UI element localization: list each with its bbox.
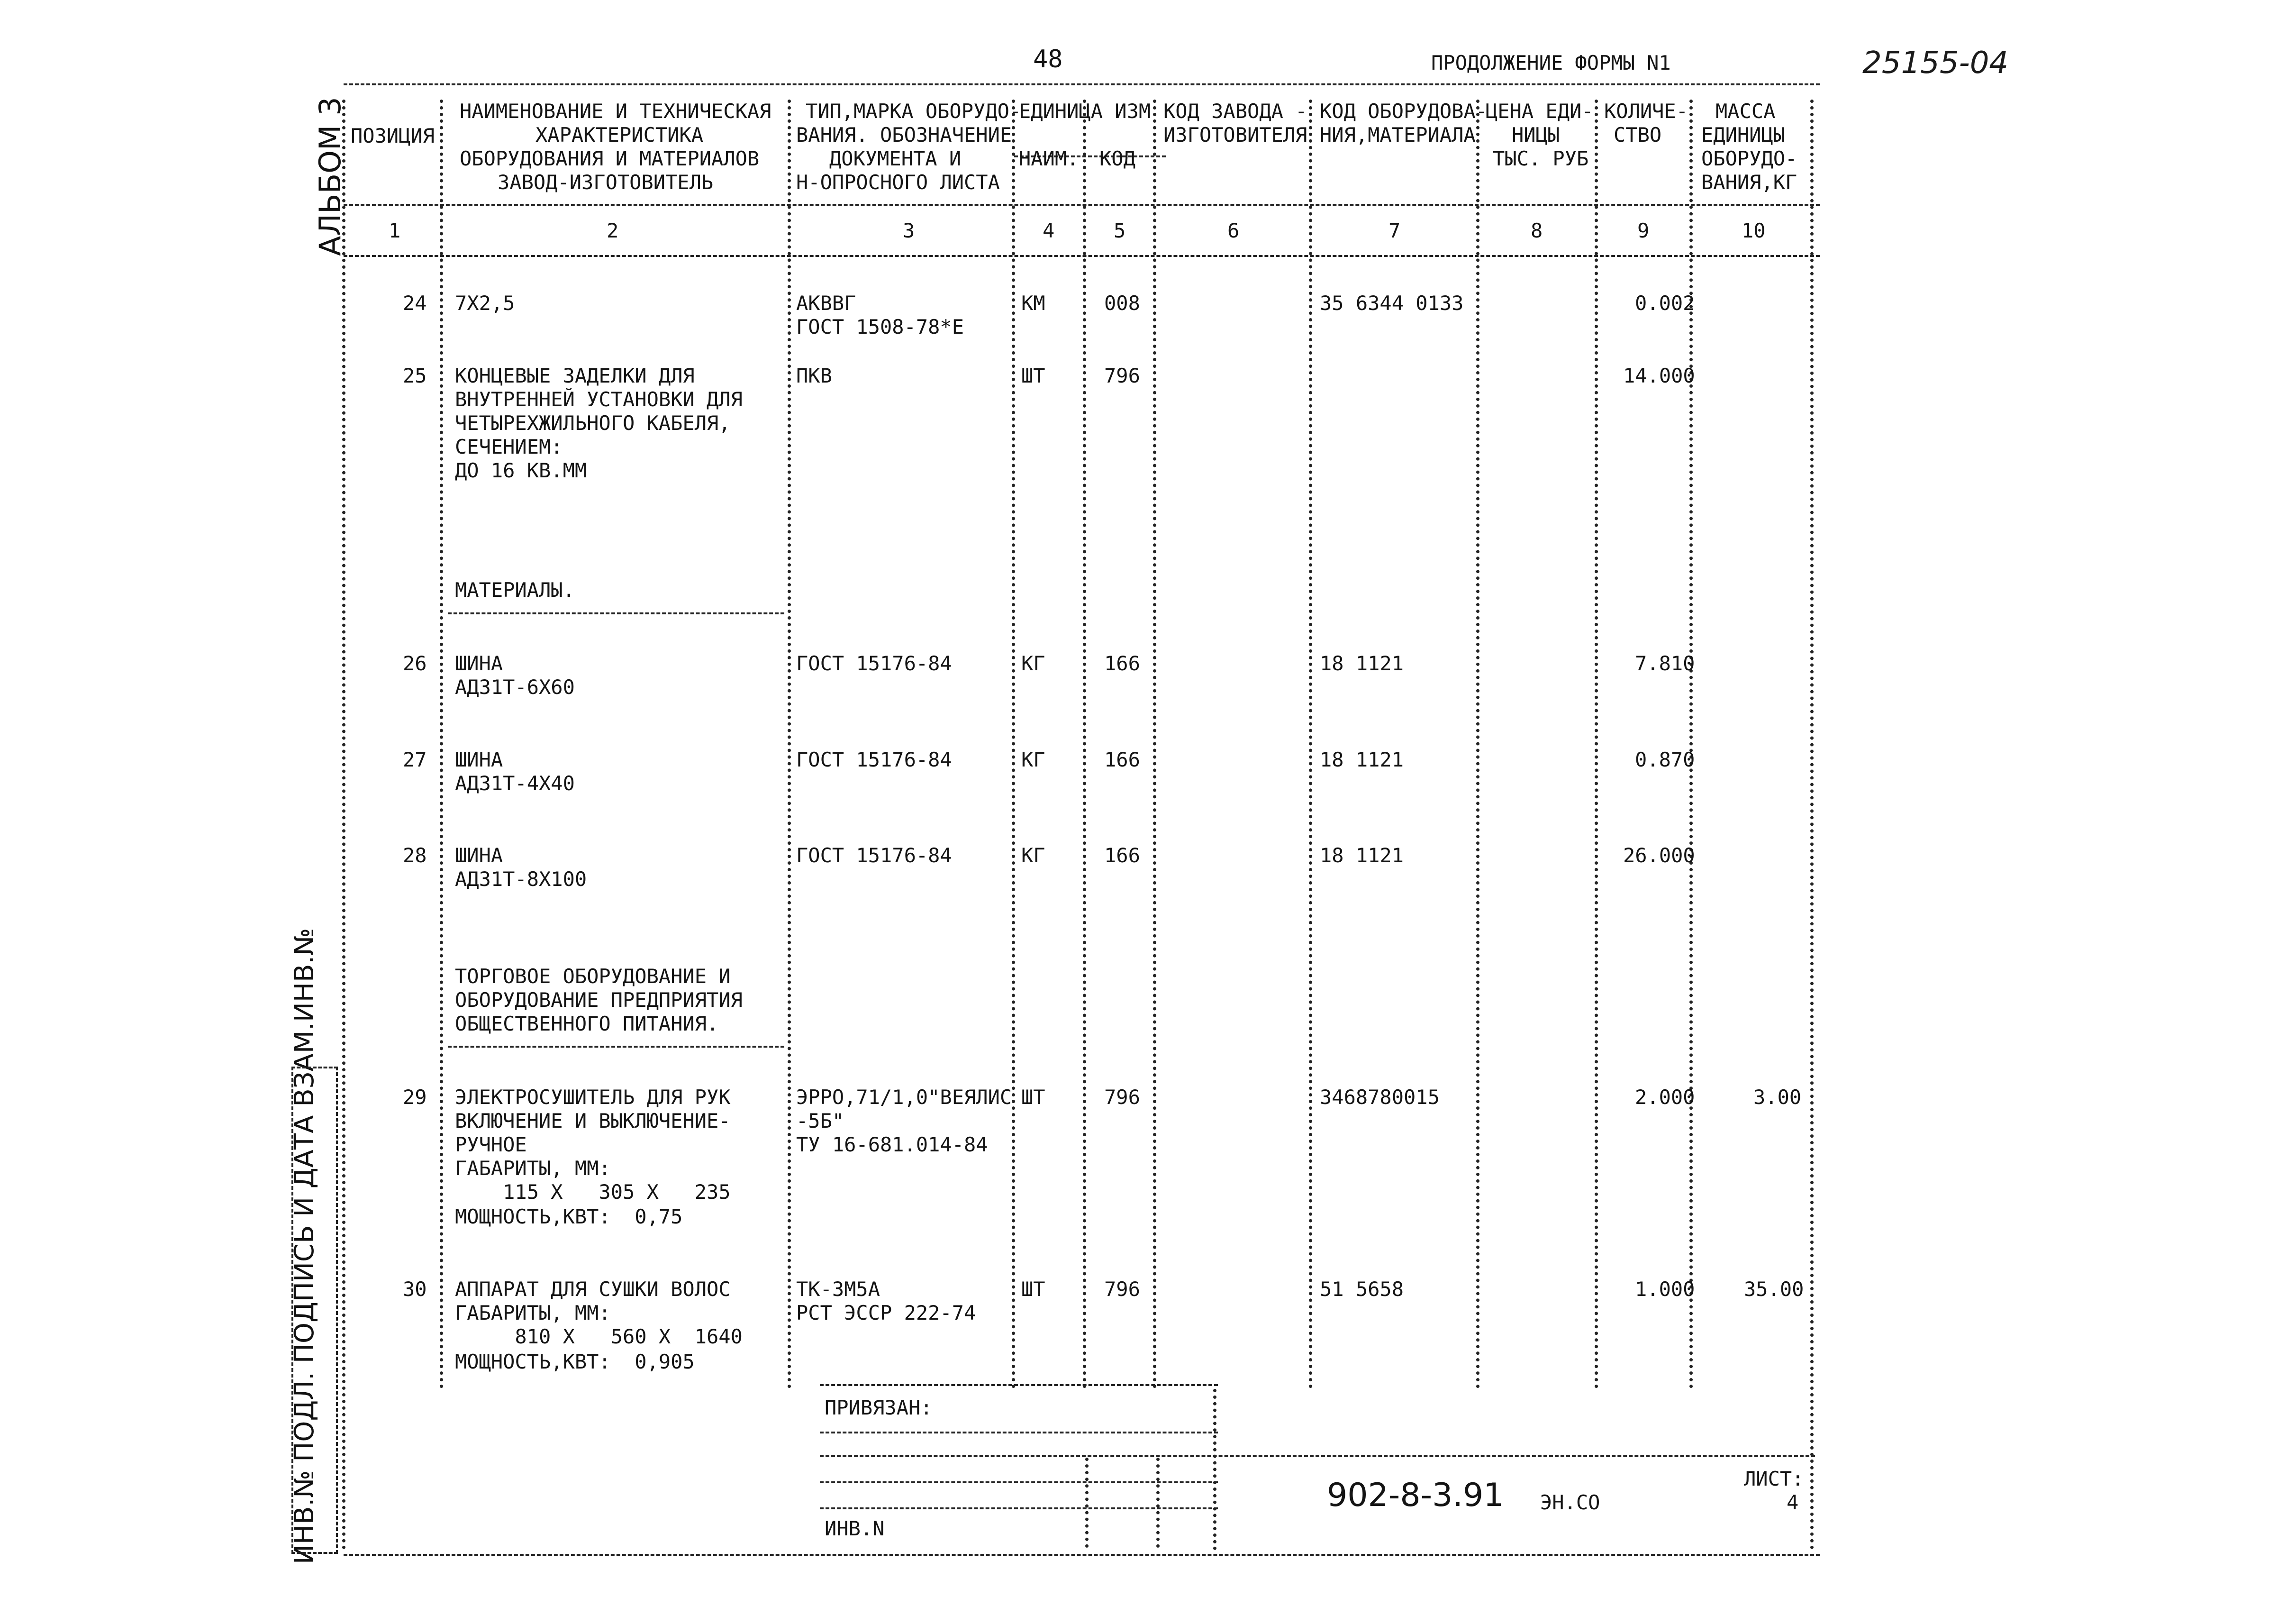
section-underline — [448, 1046, 784, 1048]
row-mass: 3.00 — [1753, 1086, 1802, 1109]
stamp-privyazan: ПРИВЯЗАН: — [825, 1396, 933, 1419]
row-type-line: ГОСТ 15176-84 — [796, 844, 952, 867]
column-number: 7 — [1388, 219, 1401, 242]
row-quantity: 7.810 — [1635, 652, 1695, 675]
stamp-line — [820, 1432, 1218, 1433]
row-position: 30 — [403, 1278, 427, 1301]
header-col3-line: ДОКУМЕНТА И — [829, 147, 962, 170]
header-col7-line: НИЯ,МАТЕРИАЛА — [1320, 123, 1476, 146]
row-unit: КМ — [1021, 292, 1045, 315]
row-name-line: СЕЧЕНИЕМ: — [455, 435, 563, 458]
row-name-line: РУЧНОЕ — [455, 1133, 527, 1156]
section-heading-line: ОБОРУДОВАНИЕ ПРЕДПРИЯТИЯ — [455, 988, 743, 1012]
header-col3-line: ВАНИЯ. ОБОЗНАЧЕНИЕ — [796, 123, 1012, 146]
col-sep-1 — [440, 100, 443, 1389]
row-code: 796 — [1104, 1278, 1140, 1301]
table-bottom-border — [344, 1554, 1820, 1556]
row-name-line: ДО 16 КВ.ММ — [455, 459, 587, 482]
row-name-line: ЭЛЕКТРОСУШИТЕЛЬ ДЛЯ РУК — [455, 1086, 731, 1109]
row-name-line: МОЩНОСТЬ,КВТ: 0,75 — [455, 1205, 683, 1228]
row-code: 796 — [1104, 364, 1140, 387]
row-quantity: 0.870 — [1635, 748, 1695, 771]
row-position: 29 — [403, 1086, 427, 1109]
header-col8-line: ЦЕНА ЕДИ- — [1486, 100, 1594, 123]
row-code: 166 — [1104, 748, 1140, 771]
row-name-line: ГАБАРИТЫ, ММ: — [455, 1301, 611, 1324]
handwritten-code: 25155-04 — [1862, 46, 2009, 81]
page-number: 48 — [1033, 45, 1063, 73]
column-number: 4 — [1043, 219, 1055, 242]
header-col9-line: СТВО — [1614, 123, 1662, 146]
row-unit: ШТ — [1021, 364, 1045, 387]
header-col8-line: НИЦЫ — [1512, 123, 1560, 146]
row-name-line: АД31Т-6Х60 — [455, 675, 575, 699]
stamp-inv-label: ИНВ.N — [825, 1517, 885, 1540]
row-name-line: АППАРАТ ДЛЯ СУШКИ ВОЛОС — [455, 1278, 731, 1301]
row-type-line: ТУ 16-681.014-84 — [796, 1133, 988, 1156]
row-name-line: ШИНА — [455, 844, 503, 867]
continuation-title: ПРОДОЛЖЕНИЕ ФОРМЫ N1 — [1431, 51, 1671, 74]
row-equipment-code: 3468780015 — [1320, 1086, 1440, 1109]
col-sep-8 — [1595, 100, 1598, 1389]
row-type-line: ЭРРО,71/1,0"ВЕЯЛИС — [796, 1086, 1012, 1109]
row-name-line: 115 Х 305 Х 235 — [455, 1180, 731, 1204]
row-code: 166 — [1104, 844, 1140, 867]
section-heading-line: ОБЩЕСТВЕННОГО ПИТАНИЯ. — [455, 1012, 719, 1035]
header-col3-line: ТИП,МАРКА ОБОРУДО- — [806, 100, 1022, 123]
stamp-line — [820, 1455, 1815, 1457]
row-unit: КГ — [1021, 652, 1045, 675]
row-type-line: ГОСТ 15176-84 — [796, 748, 952, 771]
row-quantity: 14.000 — [1623, 364, 1695, 387]
row-type-line: -5Б" — [796, 1109, 844, 1132]
row-position: 28 — [403, 844, 427, 867]
header-col10-line: МАССА — [1715, 100, 1776, 123]
row-type-line: ГОСТ 1508-78*Е — [796, 315, 964, 338]
column-number: 9 — [1637, 219, 1650, 242]
row-name-line: ВНУТРЕННЕЙ УСТАНОВКИ ДЛЯ — [455, 388, 743, 411]
row-unit: КГ — [1021, 844, 1045, 867]
section-underline — [448, 612, 784, 614]
header-col10-line: ЕДИНИЦЫ — [1701, 123, 1786, 146]
side-album-label: АЛЬБОМ 3 — [313, 97, 347, 256]
row-name-line: ШИНА — [455, 748, 503, 771]
sheet-label: ЛИСТ: — [1744, 1467, 1804, 1490]
row-type-line: ТК-3М5А — [796, 1278, 880, 1301]
row-name-line: 810 Х 560 Х 1640 — [455, 1325, 743, 1348]
column-number: 10 — [1742, 219, 1766, 242]
column-number: 1 — [389, 219, 401, 242]
row-mass: 35.00 — [1744, 1278, 1804, 1301]
row-type-line: ПКВ — [796, 364, 832, 387]
row-position: 24 — [403, 292, 427, 315]
row-quantity: 2.000 — [1635, 1086, 1695, 1109]
header-col7-line: КОД ОБОРУДОВА- — [1320, 100, 1488, 123]
row-name-line: МОЩНОСТЬ,КВТ: 0,905 — [455, 1350, 695, 1373]
section-heading: МАТЕРИАЛЫ. — [455, 578, 575, 602]
sheet-number: 4 — [1787, 1491, 1799, 1514]
row-type-line: АКВВГ — [796, 292, 856, 315]
stamp-line — [820, 1384, 1218, 1386]
header-col2-line: ОБОРУДОВАНИЯ И МАТЕРИАЛОВ — [460, 147, 760, 170]
col-sep-6 — [1309, 100, 1312, 1389]
document-section: ЭН.СО — [1540, 1491, 1600, 1514]
header-col6-line: КОД ЗАВОДА - — [1163, 100, 1307, 123]
header-col2-line: ХАРАКТЕРИСТИКА — [535, 123, 704, 146]
header-col8-line: ТЫС. РУБ — [1493, 147, 1589, 170]
left-margin-stamp-box — [291, 1067, 338, 1554]
header-col5: КОД — [1099, 147, 1135, 170]
header-col2-line: НАИМЕНОВАНИЕ И ТЕХНИЧЕСКАЯ — [460, 100, 771, 123]
col-sep-5 — [1153, 100, 1156, 1389]
header-col10-line: ОБОРУДО- — [1701, 147, 1797, 170]
col-sep-2 — [788, 100, 791, 1389]
stamp-separator — [1156, 1458, 1160, 1548]
row-name-line: КОНЦЕВЫЕ ЗАДЕЛКИ ДЛЯ — [455, 364, 695, 387]
row-name-line: ГАБАРИТЫ, ММ: — [455, 1157, 611, 1180]
row-equipment-code: 35 6344 0133 — [1320, 292, 1464, 315]
header-col3-line: Н-ОПРОСНОГО ЛИСТА — [796, 171, 1000, 194]
col-sep-0 — [342, 100, 345, 1550]
row-equipment-code: 51 5658 — [1320, 1278, 1404, 1301]
row-unit: ШТ — [1021, 1278, 1045, 1301]
row-quantity: 0.002 — [1635, 292, 1695, 315]
row-unit: КГ — [1021, 748, 1045, 771]
col-sep-10 — [1810, 100, 1814, 1550]
col-sep-7 — [1476, 100, 1479, 1389]
row-type-line: РСТ ЭССР 222-74 — [796, 1301, 976, 1324]
row-unit: ШТ — [1021, 1086, 1045, 1109]
row-equipment-code: 18 1121 — [1320, 748, 1404, 771]
col-sep-3 — [1012, 100, 1015, 1389]
column-number: 8 — [1531, 219, 1543, 242]
table-top-border — [344, 83, 1820, 85]
header-col4: НАИМ. — [1019, 147, 1079, 170]
row-position: 25 — [403, 364, 427, 387]
row-name-line: ВКЛЮЧЕНИЕ И ВЫКЛЮЧЕНИЕ- — [455, 1109, 731, 1132]
header-col9-line: КОЛИЧЕ- — [1604, 100, 1688, 123]
column-number: 5 — [1114, 219, 1126, 242]
numbers-bottom-border — [344, 255, 1820, 257]
row-name-line: АД31Т-8Х100 — [455, 867, 587, 891]
row-name-line: ШИНА — [455, 652, 503, 675]
column-number: 2 — [607, 219, 619, 242]
col-sep-4 — [1083, 100, 1086, 1389]
side-stamp-label: ИНВ.№ ПОДЛ. ПОДПИСЬ И ДАТА ВЗАМ.ИНВ.№ — [289, 928, 320, 1564]
row-position: 26 — [403, 652, 427, 675]
row-type-line: ГОСТ 15176-84 — [796, 652, 952, 675]
row-quantity: 26.000 — [1623, 844, 1695, 867]
document-code: 902-8-3.91 — [1327, 1477, 1504, 1514]
header-bottom-border — [344, 204, 1820, 206]
header-col2-line: ЗАВОД-ИЗГОТОВИТЕЛЬ — [498, 171, 714, 194]
row-code: 008 — [1104, 292, 1140, 315]
row-name-line: ЧЕТЫРЕХЖИЛЬНОГО КАБЕЛЯ, — [455, 411, 731, 435]
header-col10-line: ВАНИЯ,КГ — [1701, 171, 1797, 194]
column-number: 3 — [903, 219, 915, 242]
column-number: 6 — [1227, 219, 1240, 242]
stamp-separator — [1213, 1389, 1216, 1550]
row-name-line: 7Х2,5 — [455, 292, 515, 315]
header-col1: ПОЗИЦИЯ — [351, 124, 435, 147]
header-col6-line: ИЗГОТОВИТЕЛЯ — [1163, 123, 1307, 146]
row-quantity: 1.000 — [1635, 1278, 1695, 1301]
header-unit-top: ЕДИНИЦА ИЗМ — [1019, 100, 1151, 123]
row-position: 27 — [403, 748, 427, 771]
row-code: 796 — [1104, 1086, 1140, 1109]
stamp-separator — [1085, 1458, 1089, 1548]
section-heading-line: ТОРГОВОЕ ОБОРУДОВАНИЕ И — [455, 965, 731, 988]
row-code: 166 — [1104, 652, 1140, 675]
row-equipment-code: 18 1121 — [1320, 844, 1404, 867]
row-equipment-code: 18 1121 — [1320, 652, 1404, 675]
row-name-line: АД31Т-4Х40 — [455, 772, 575, 795]
